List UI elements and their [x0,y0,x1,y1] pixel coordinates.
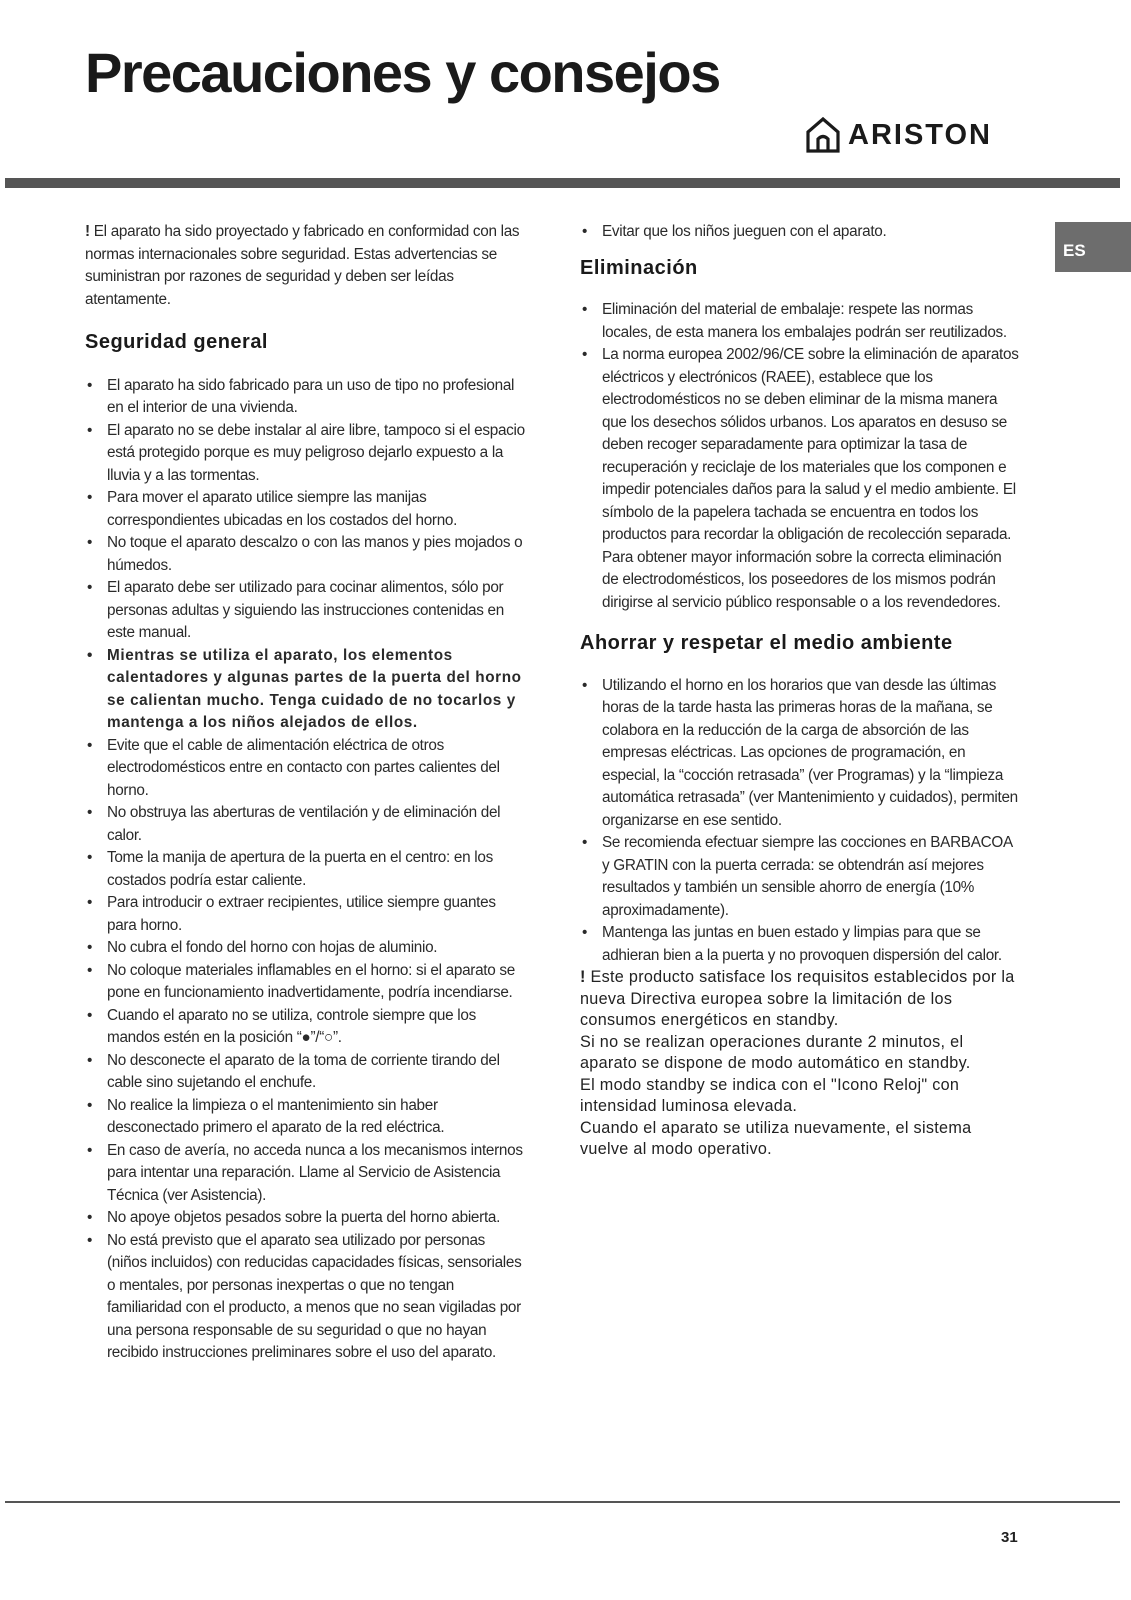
header-divider [5,178,1120,188]
page-number: 31 [1001,1529,1018,1546]
brand-logo [806,116,992,154]
list-item: • El aparato debe ser utilizado para cocinar alimentos, sólo por personas adultas y siguiendo las instrucciones contenidas en este manual. [85,577,525,645]
notice-line [580,967,1020,1032]
intro-text: El aparato ha sido proyectado y fabricado en conformidad con las normas internacionales sobre seguridad. Estas advertencias se suministran por razones de seguridad y deben ser leídas atentamente. [85,223,520,308]
left-column [85,221,525,1365]
list-item: • No está previsto que el aparato sea utilizado por personas (niños incluidos) con reducidas capacidades físicas, sensoriales o mentales, por personas inexpertas o que no tengan familiaridad con el producto, a menos que no sean vigiladas por una persona responsable de su seguridad o que no hayan recibido instrucciones preliminares sobre el uso del aparato. [85,1230,525,1365]
section-title-general-safety: Seguridad general [85,331,268,353]
list-item: • Evitar que los niños jueguen con el aparato. [580,221,1020,244]
environment-list [580,675,1020,968]
list-item: • Para introducir o extraer recipientes, utilice siempre guantes para horno. [85,892,525,937]
list-item: • No apoye objetos pesados sobre la puerta del horno abierta. [85,1207,525,1230]
list-item: • La norma europea 2002/96/CE sobre la eliminación de aparatos eléctricos y electrónicos (RAEE), establece que los electrodomésticos no se deben eliminar de la misma manera que los desechos sólidos urbanos. Los aparatos en desuso se deben recoger separadamente para optimizar la tasa de recuperación y reciclaje de los materiales que los componen e impedir potenciales daños para la salud y el medio ambiente. El símbolo de la papelera tachada se encuentra en todos los productos para recordar la obligación de recolección separada. [580,344,1020,547]
standby-notice [580,967,1020,1161]
intro-paragraph [85,221,525,311]
general-safety-list [85,375,525,1365]
page-title: Precauciones y consejos [85,41,720,104]
list-item: • Tome la manija de apertura de la puerta en el centro: en los costados podría estar caliente. [85,847,525,892]
list-item: • El aparato ha sido fabricado para un uso de tipo no profesional en el interior de una vivienda. [85,375,525,420]
list-item: • Cuando el aparato no se utiliza, controle siempre que los mandos estén en la posición “●”/“○”. [85,1005,525,1050]
list-item-warning: • Mientras se utiliza el aparato, los elementos calentadores y algunas partes de la puerta del horno se calientan mucho. Tenga cuidado de no tocarlos y mantenga a los niños alejados de ellos. [85,645,525,735]
list-item: • Utilizando el horno en los horarios que van desde las últimas horas de la tarde hasta las primeras horas de la mañana, se colabora en la reducción de la carga de absorción de las empresas eléctricas. Las opciones de programación, en especial, la “cocción retrasada” (ver Programas) y la “limpieza automática retrasada” (ver Mantenimiento y cuidados), permiten organizarse en ese sentido. [580,675,1020,833]
list-item: • Para mover el aparato utilice siempre las manijas correspondientes ubicadas en los costados del horno. [85,487,525,532]
list-item: • Se recomienda efectuar siempre las cocciones en BARBACOA y GRATIN con la puerta cerrada: se obtendrán así mejores resultados y también un sensible ahorro de energía (10% aproximadamente). [580,832,1020,922]
disposal-list [580,299,1020,547]
list-item: • Evite que el cable de alimentación eléctrica de otros electrodomésticos entre en contacto con partes calientes del horno. [85,735,525,803]
list-item: • En caso de avería, no acceda nunca a los mecanismos internos para intentar una reparación. Llame al Servicio de Asistencia Técnica (ver Asistencia). [85,1140,525,1208]
notice-line: Si no se realizan operaciones durante 2 minutos, el aparato se dispone de modo automático en standby. [580,1032,971,1072]
language-tab: ES [1055,222,1131,272]
list-item: • Mantenga las juntas en buen estado y limpias para que se adhieran bien a la puerta y no provoquen dispersión del calor. [580,922,1020,967]
list-item: • No realice la limpieza o el mantenimiento sin haber desconectado primero el aparato de la red eléctrica. [85,1095,525,1140]
footer-divider [5,1501,1120,1503]
list-item: • No cubra el fondo del horno con hojas de aluminio. [85,937,525,960]
warning-mark: ! [580,968,586,986]
list-item: • Eliminación del material de embalaje: respete las normas locales, de esta manera los embalajes podrán ser reutilizados. [580,299,1020,344]
brand-name: ARISTON [848,118,992,151]
list-item: • No coloque materiales inflamables en el horno: si el aparato se pone en funcionamiento inadvertidamente, podría incendiarse. [85,960,525,1005]
notice-line: El modo standby se indica con el "Icono Reloj" con intensidad luminosa elevada. [580,1075,960,1115]
list-item: • El aparato no se debe instalar al aire libre, tampoco si el espacio está protegido porque es muy peligroso dejarlo expuesto a la lluvia y a las tormentas. [85,420,525,488]
kids-list [580,221,1020,244]
warning-mark: ! [85,223,90,240]
section-title-environment: Ahorrar y respetar el medio ambiente [580,632,953,654]
house-logo-icon [806,117,840,153]
list-item: • No obstruya las aberturas de ventilación y de eliminación del calor. [85,802,525,847]
notice-text: Este producto satisface los requisitos establecidos por la nueva Directiva europea sobre la limitación de los consumos energéticos en standby. [580,968,1015,1029]
section-title-disposal: Eliminación [580,256,698,279]
right-column [580,221,1020,1161]
list-item: • No desconecte el aparato de la toma de corriente tirando del cable sino sujetando el enchufe. [85,1050,525,1095]
disposal-extra-paragraph: Para obtener mayor información sobre la correcta eliminación de electrodomésticos, los poseedores de los mismos podrán dirigirse al servicio público responsable o a los revendedores. [602,548,1002,611]
list-item: • No toque el aparato descalzo o con las manos y pies mojados o húmedos. [85,532,525,577]
notice-line: Cuando el aparato se utiliza nuevamente, el sistema vuelve al modo operativo. [580,1118,972,1158]
